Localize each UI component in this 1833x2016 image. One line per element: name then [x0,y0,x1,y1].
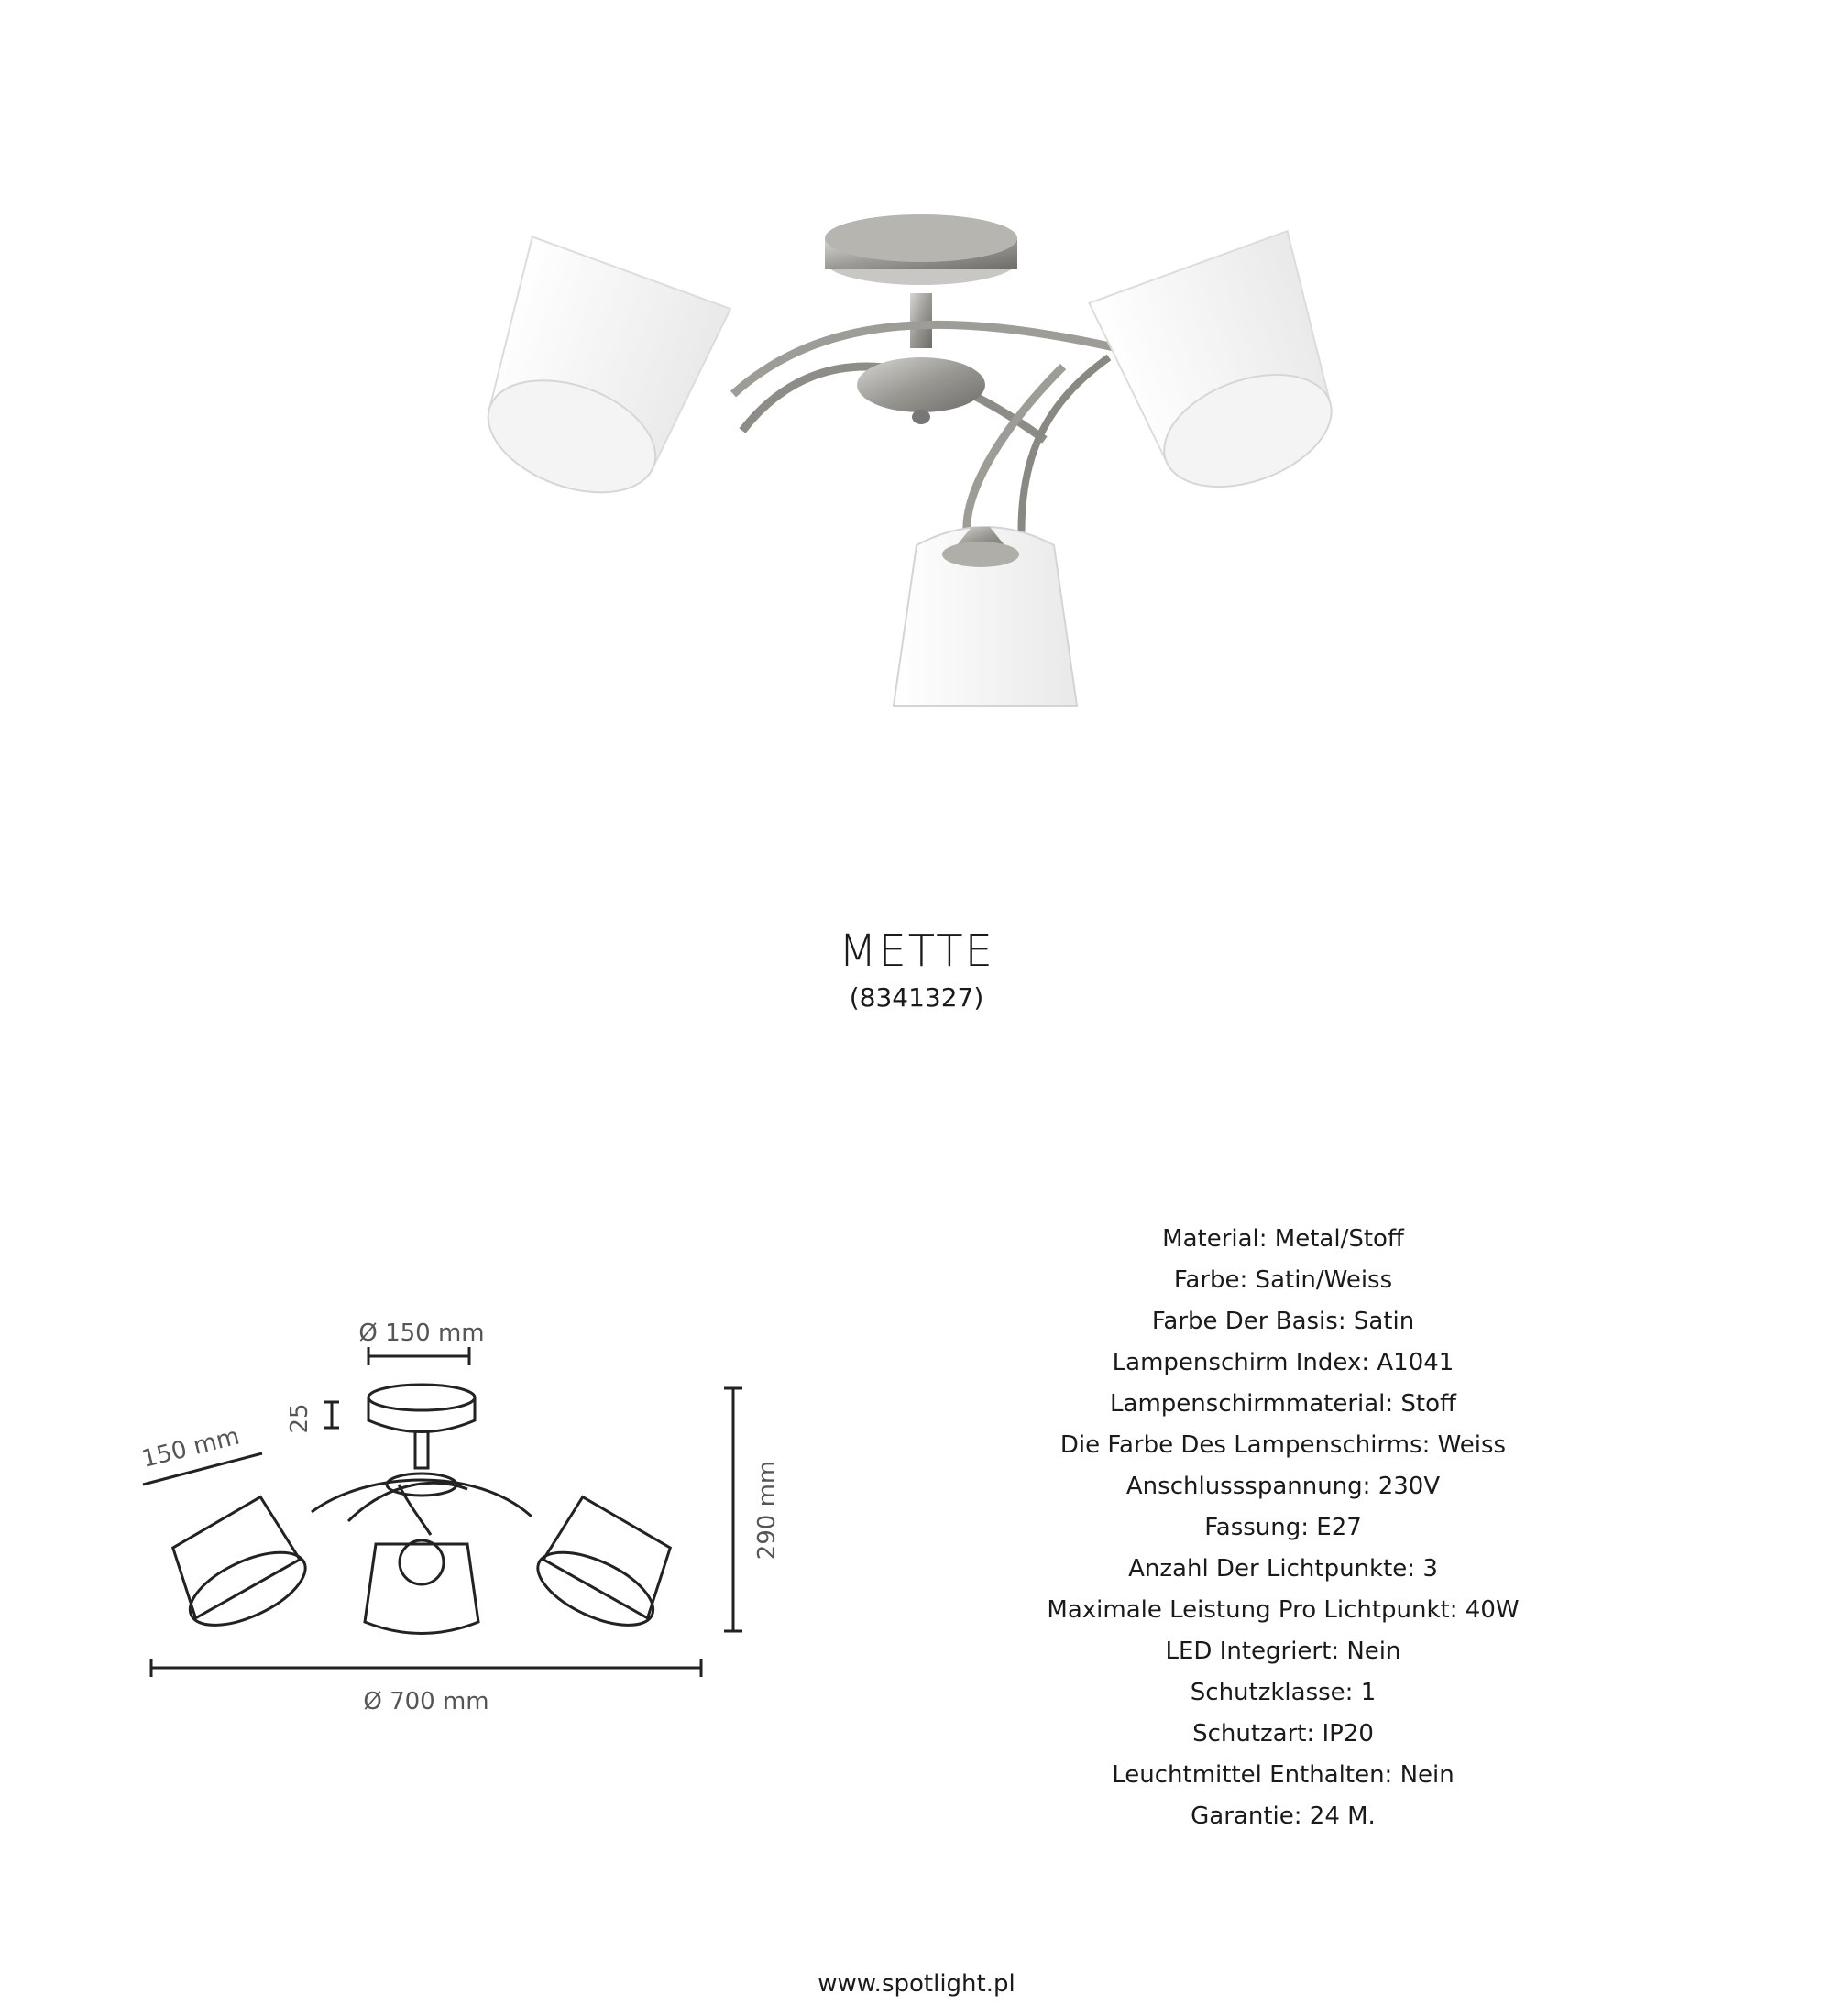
spec-item: Die Farbe Des Lampenschirms: Weiss [1059,1431,1507,1459]
spec-item: LED Integriert: Nein [1165,1638,1401,1665]
base-height-label: 25 [286,1403,313,1434]
spec-item: Farbe: Satin/Weiss [1173,1266,1393,1294]
spec-item: Anzahl Der Lichtpunkte: 3 [1128,1555,1438,1583]
spec-item: Maximale Leistung Pro Lichtpunkt: 40W [1047,1596,1520,1624]
product-photo [477,211,1356,724]
spec-item: Fassung: E27 [1204,1514,1362,1541]
base-diameter-label: Ø 150 mm [358,1320,485,1347]
spec-item: Schutzklasse: 1 [1190,1679,1377,1706]
spec-item: Leuchtmittel Enthalten: Nein [1112,1761,1454,1789]
spec-item: Material: Metal/Stoff [1162,1225,1404,1253]
height-label: 290 mm [753,1460,781,1561]
spec-item: Schutzart: IP20 [1192,1720,1374,1748]
spec-list [916,1219,1650,1837]
spec-item: Farbe Der Basis: Satin [1151,1308,1415,1335]
product-name: METTE [839,926,994,977]
shade-length-label: 150 mm [138,1422,243,1474]
diameter-label: Ø 700 mm [363,1688,489,1715]
spec-item: Lampenschirm Index: A1041 [1112,1349,1454,1376]
dimension-drawing [128,1292,807,1732]
website-link[interactable]: www.spotlight.pl [818,1970,1015,1998]
spec-item: Garantie: 24 M. [1191,1802,1376,1830]
spec-item: Lampenschirmmaterial: Stoff [1110,1390,1456,1418]
product-code: (8341327) [849,982,984,1013]
spec-item: Anschlussspannung: 230V [1125,1473,1441,1500]
